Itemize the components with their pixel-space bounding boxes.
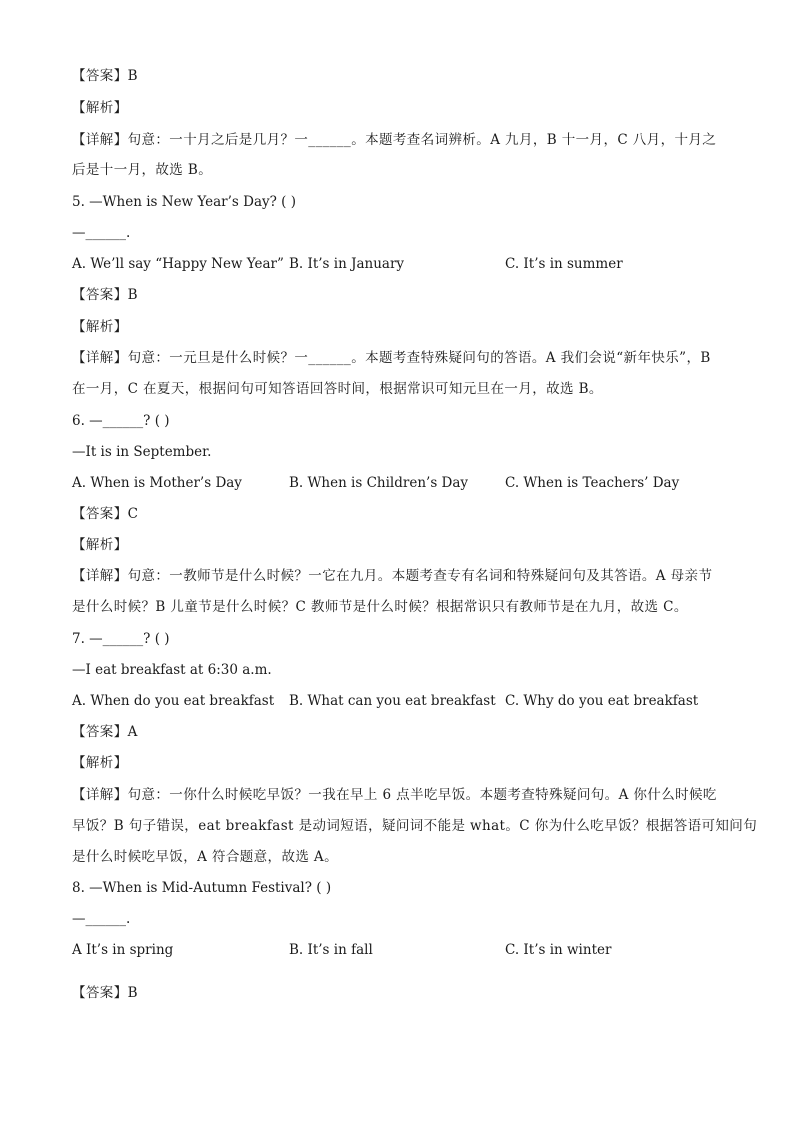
answer-label: 【答案】 [72, 985, 128, 1001]
answer-value: B [127, 68, 138, 84]
detail-line: 在一月，C 在夏天，根据问句可知答语回答时间，根据常识可知元旦在一月，故选 B。 [72, 381, 603, 397]
option-a: A. When do you eat breakfast [72, 693, 275, 709]
option-a: A. When is Mother’s Day [72, 475, 242, 491]
detail-line: 【详解】句意：一十月之后是几月？一______。本题考查名词辨析。A 九月，B 十一月，C 八月，十月之 [72, 132, 717, 148]
option-c: C. It’s in winter [505, 942, 612, 958]
option-b: B. What can you eat breakfast [289, 693, 496, 709]
option-b: B. When is Children’s Day [289, 475, 469, 491]
answer-line [72, 286, 732, 304]
option-a: A It’s in spring [72, 942, 174, 958]
answer-line [72, 984, 732, 1002]
question-6: 6. —______? ( ) [72, 413, 170, 429]
option-a: A. We’ll say “Happy New Year” [72, 256, 284, 272]
question-reply: —______. [72, 911, 131, 927]
answer-line [72, 723, 732, 741]
option-b: B. It’s in January [289, 256, 405, 272]
analysis-label: 【解析】 [72, 319, 128, 335]
option-c: C. When is Teachers’ Day [505, 475, 680, 491]
question-8: 8. —When is Mid-Autumn Festival? ( ) [72, 880, 332, 896]
question-reply: —It is in September. [72, 444, 212, 460]
question-reply: —I eat breakfast at 6:30 a.m. [72, 662, 272, 678]
option-b: B. It’s in fall [289, 942, 373, 958]
option-c: C. It’s in summer [505, 256, 623, 272]
option-c: C. Why do you eat breakfast [505, 693, 699, 709]
detail-line: 【详解】句意：一元旦是什么时候？一______。本题考查特殊疑问句的答语。A 我们会说“新年快乐”，B [72, 350, 711, 366]
answer-line [72, 67, 732, 85]
answer-label: 【答案】 [72, 506, 128, 522]
detail-line: 是什么时候吃早饭，A 符合题意，故选 A。 [72, 849, 338, 865]
answer-value: A [127, 724, 138, 740]
analysis-label: 【解析】 [72, 537, 128, 553]
question-reply: —______. [72, 225, 131, 241]
analysis-label: 【解析】 [72, 100, 128, 116]
question-7: 7. —______? ( ) [72, 631, 170, 647]
detail-line: 早饭？B 句子错误，eat breakfast 是动词短语，疑问词不能是 what。C 你为什么吃早饭？根据答语可知问句 [72, 818, 758, 834]
analysis-label: 【解析】 [72, 755, 128, 771]
answer-label: 【答案】 [72, 724, 128, 740]
detail-line: 【详解】句意：一教师节是什么时候？一它在九月。本题考查专有名词和特殊疑问句及其答语。A 母亲节 [72, 568, 713, 584]
detail-line: 是什么时候？B 儿童节是什么时候？C 教师节是什么时候？根据常识只有教师节是在九月，故选 C。 [72, 599, 688, 615]
answer-value: C [127, 506, 139, 522]
detail-line: 【详解】句意：一你什么时候吃早饭？一我在早上 6 点半吃早饭。本题考查特殊疑问句。A 你什么时候吃 [72, 787, 717, 803]
answer-value: B [127, 287, 138, 303]
answer-line [72, 505, 732, 523]
answer-label: 【答案】 [72, 68, 128, 84]
answer-value: B [127, 985, 138, 1001]
answer-label: 【答案】 [72, 287, 128, 303]
question-5: 5. —When is New Year’s Day? ( ) [72, 194, 296, 210]
detail-line: 后是十一月，故选 B。 [72, 162, 213, 178]
